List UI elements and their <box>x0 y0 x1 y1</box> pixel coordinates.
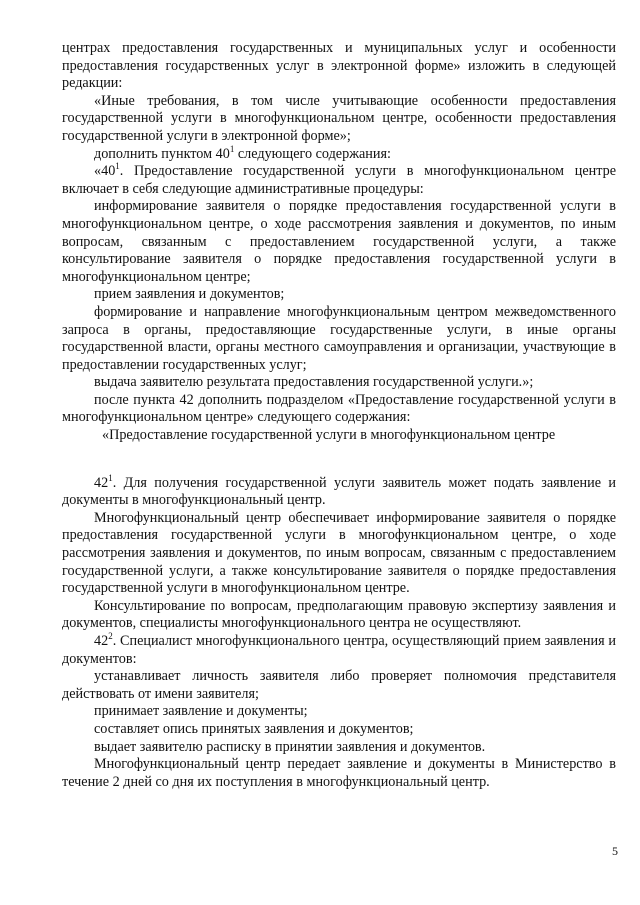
clause-dot: . <box>112 474 124 491</box>
superscript: 1 <box>108 472 113 483</box>
paragraph: устанавливает личность заявителя либо проверяет полномочия представителя действовать от имени заявителя; <box>62 668 616 702</box>
paragraph <box>62 633 616 668</box>
clause-number: 42 <box>94 633 109 649</box>
paragraph: Многофункциональный центр обеспечивает информирование заявителя о порядке предоставления государственной услуги в многофункциональном центре, о ходе рассмотрения заявления и документов, по иным вопросам, связанным с предоставлением государственной услуги, а также консультирование заявителя о порядке предоставления государственной услуги в многофункциональном центре. <box>62 509 616 597</box>
paragraph: принимает заявление и документы; <box>94 703 308 720</box>
paragraph-text: следующего содержания: <box>234 145 391 162</box>
page-number: 5 <box>612 844 618 858</box>
paragraph: Консультирование по вопросам, предполагающим правовую экспертизу заявления и документов, специалисты многофункционального центра не осуществляют. <box>62 597 616 632</box>
paragraph-text: Для получения государственной услуги заявитель может подать заявление и документы в многофункциональный центр. <box>62 474 616 509</box>
paragraph: после пункта 42 дополнить подразделом «Предоставление государственной услуги в многофункциональном центре» следующего содержания: <box>62 391 616 426</box>
paragraph: формирование и направление многофункциональным центром межведомственного запроса в органы, предоставляющие государственные услуги, в иные органы государственной власти, органы местного самоуправления и организации, участвующие в предоставлении государственных услуг; <box>62 303 616 373</box>
paragraph: «Иные требования, в том числе учитывающие особенности предоставления государственной услуги в многофункциональном центре, особенности предоставления государственной услуги в электронной форме»; <box>62 92 616 144</box>
paragraph: выдача заявителю результата предоставления государственной услуги.»; <box>94 374 534 391</box>
document-body <box>62 40 616 791</box>
clause-number: «40 <box>94 163 116 180</box>
paragraph <box>62 163 616 198</box>
paragraph: центрах предоставления государственных и муниципальных услуг и особенности предоставления государственных услуг в электронной форме» изложить в следующей редакции: <box>62 40 616 92</box>
superscript: 1 <box>229 143 235 154</box>
paragraph <box>62 472 616 510</box>
paragraph-text: Специалист многофункционального центра, осуществляющий прием заявления и документов: <box>62 633 616 667</box>
clause-number: 42 <box>94 474 109 491</box>
subsection-heading: «Предоставление государственной услуги в многофункциональном центре <box>102 427 556 444</box>
paragraph: Многофункциональный центр передает заявление и документы в Министерство в течение 2 дней со дня их поступления в многофункциональный центр. <box>62 756 616 790</box>
paragraph-text: дополнить пунктом 40 <box>94 145 230 162</box>
clause-dot: . <box>112 633 121 649</box>
spacer <box>62 445 616 475</box>
paragraph: выдает заявителю расписку в принятии заявления и документов. <box>94 738 486 755</box>
paragraph: информирование заявителя о порядке предоставления государственной услуги в многофункциональном центре, о ходе рассмотрения заявления и документов, по иным вопросам, связанным с предоставлением государственной услуги, а также консультирование заявителя о порядке предоставления государственной услуги в многофункциональном центре; <box>62 198 616 285</box>
clause-dot: . <box>119 163 135 180</box>
paragraph: составляет опись принятых заявления и документов; <box>94 720 414 737</box>
paragraph-text: Предоставление государственной услуги в многофункциональном центре включает в себя следующие административные процедуры: <box>62 163 616 197</box>
superscript: 2 <box>108 631 113 641</box>
superscript: 1 <box>115 161 120 172</box>
paragraph <box>62 143 616 164</box>
paragraph: прием заявления и документов; <box>94 286 285 303</box>
